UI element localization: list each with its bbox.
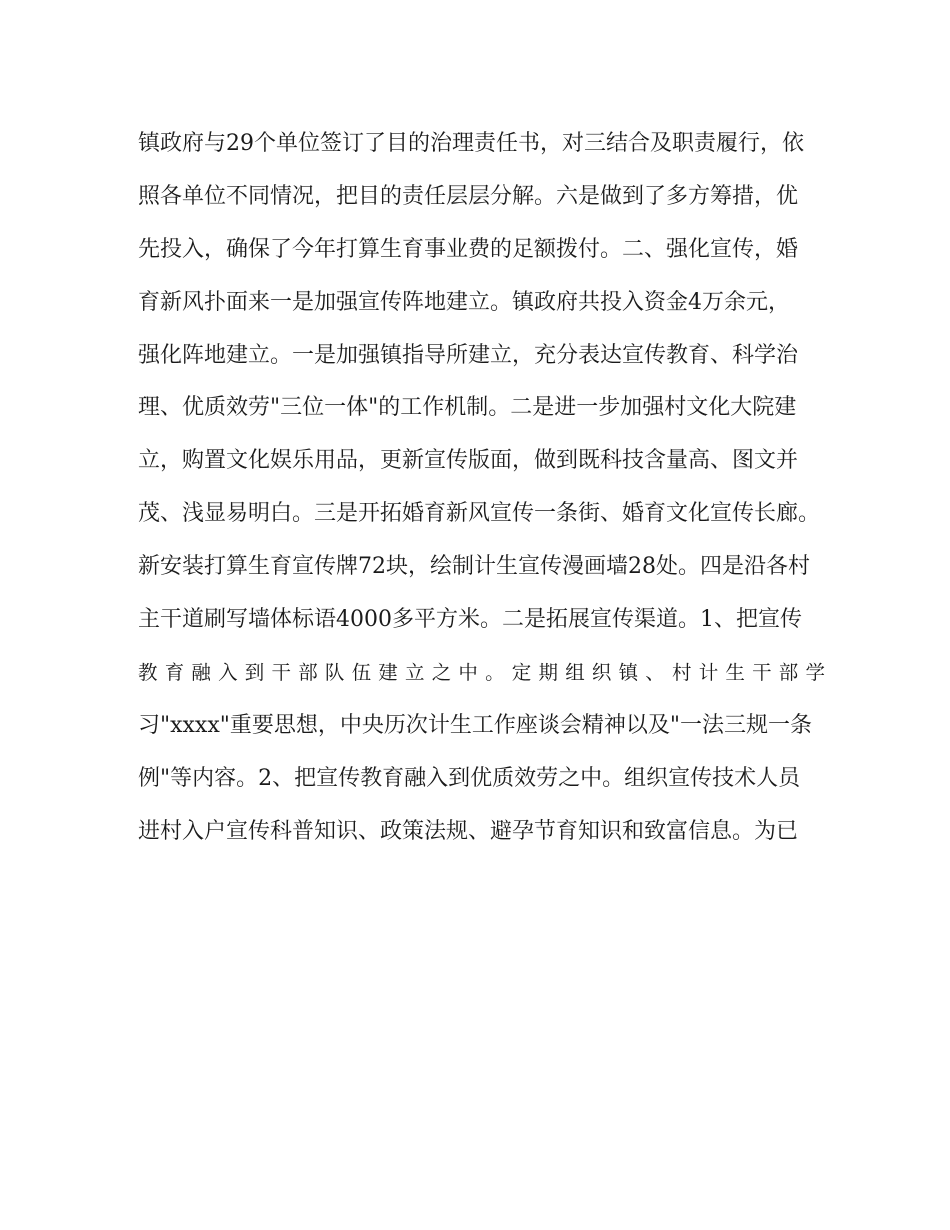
text-line-5: 强化阵地建立。一是加强镇指导所建立，充分表达宣传教育、科学治 (138, 342, 799, 368)
text-line-7: 立，购置文化娱乐用品，更新宣传版面，做到既科技含量高、图文并 (138, 448, 799, 474)
text-line-6: 理、优质效劳"三位一体"的工作机制。二是进一步加强村文化大院建 (138, 395, 797, 421)
text-line-13: 例"等内容。2、把宣传教育融入到优质效劳之中。组织宣传技术人员 (138, 765, 801, 791)
text-line-14: 进村入户宣传科普知识、政策法规、避孕节育知识和致富信息。为已 (138, 818, 799, 844)
text-line-11: 教育融入到干部队伍建立之中。定期组织镇、村计生干部学 (138, 660, 833, 684)
text-line-12: 习"xxxx"重要思想，中央历次计生工作座谈会精神以及"一法三规一条 (138, 712, 812, 738)
body-text (138, 124, 838, 864)
text-line-3: 先投入，确保了今年打算生育事业费的足额拨付。二、强化宣传，婚 (138, 236, 799, 262)
text-line-2: 照各单位不同情况，把目的责任层层分解。六是做到了多方筹措，优 (138, 183, 799, 209)
text-line-9: 新安装打算生育宣传牌72块，绘制计生宣传漫画墙28处。四是沿各村 (138, 554, 810, 580)
text-line-8: 茂、浅显易明白。三是开拓婚育新风宣传一条街、婚育文化宣传长廊。 (138, 501, 821, 527)
text-line-4: 育新风扑面来一是加强宣传阵地建立。镇政府共投入资金4万余元， (138, 289, 790, 315)
text-line-1: 镇政府与29个单位签订了目的治理责任书，对三结合及职责履行，依 (138, 131, 804, 156)
text-line-10: 主干道刷写墙体标语4000多平方米。二是拓展宣传渠道。1、把宣传 (138, 607, 802, 633)
